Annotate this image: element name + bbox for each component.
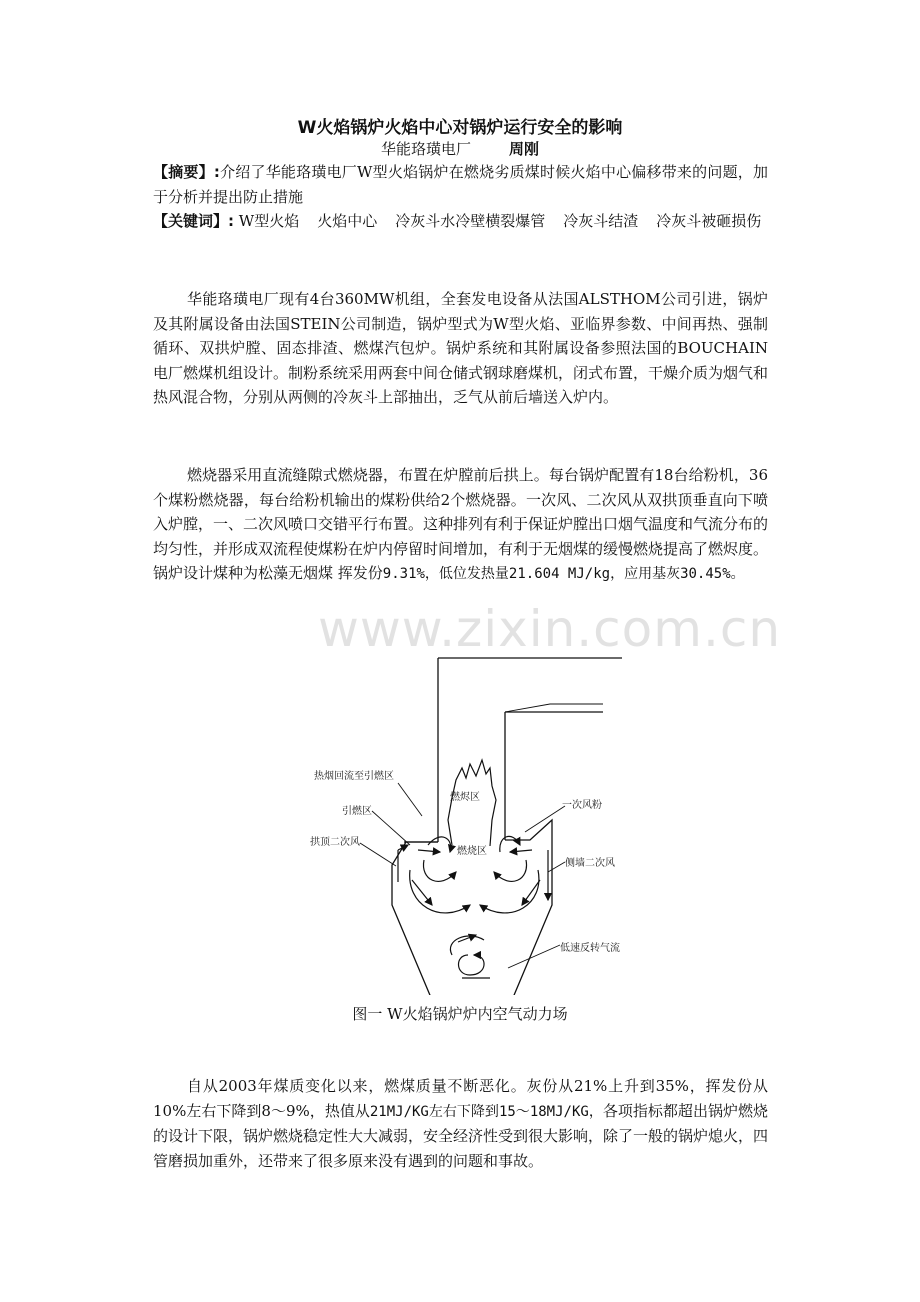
keywords (153, 209, 768, 234)
label-low-speed-reverse-flow: 低速反转气流 (560, 943, 620, 954)
keyword-item: 冷灰斗结渣 (563, 212, 639, 230)
keyword-item: 冷灰斗被砸损伤 (656, 212, 762, 230)
label-hot-flue-return: 热烟回流至引燃区 (314, 771, 394, 782)
paragraph-3-text-a: 自从2003年煤质变化以来，燃煤质量不断恶化。灰份从21%上升到35%，挥发份从10%左右下降到8～9%，热值从 (153, 1077, 768, 1120)
figure-caption: 图一 W火焰锅炉炉内空气动力场 (352, 1005, 568, 1023)
document-title: W火焰锅炉火焰中心对锅炉运行安全的影响 (297, 118, 623, 138)
boiler-airflow-diagram (0, 650, 920, 995)
abstract (153, 160, 768, 209)
paragraph-2-values: 9.31%，低位发热量21.604 MJ/kg，应用基灰30.45%。 (382, 566, 745, 582)
abstract-label: 【摘要】: (153, 163, 220, 181)
paragraph-3-text-c: 各项指标都超出锅炉燃烧的设计下限，锅炉燃烧稳定性大大减弱，安全经济性受到很大影响，除了一般的锅炉熄火，四管磨损加重外，还带来了很多原来没有遇到的问题和事故。 (153, 1101, 769, 1170)
watermark: www.zixin.com.cn (318, 600, 782, 658)
paragraph-3-values: 21MJ/KG左右下降到15～18MJ/KG， (369, 1103, 603, 1120)
label-burnout-zone: 燃烬区 (450, 792, 480, 803)
paragraph-2-text: 燃烧器采用直流缝隙式燃烧器，布置在炉膛前后拱上。每台锅炉配置有18台给粉机，36个煤粉燃烧器，每台给粉机输出的煤粉供给2个燃烧器。一次风、二次风从双拱顶垂直向下喷入炉膛，一、二次风喷口交错平行布置。这种排列有利于保证炉膛出口烟气温度和气流分布的均匀性，并形成双流程使煤粉在炉内停留时间增加，有利于无烟煤的缓慢燃烧提高了燃烬度。锅炉设计煤种为松藻无烟煤 挥发份 (153, 466, 769, 582)
body-paragraph-3 (153, 1074, 768, 1173)
flow-arrows (398, 836, 548, 978)
keyword-item: W型火焰 (238, 212, 300, 230)
label-ignition-zone: 引燃区 (342, 806, 372, 817)
label-arch-secondary-air: 拱顶二次风 (310, 837, 360, 848)
author-organization: 华能珞璜电厂 (380, 140, 471, 158)
keyword-item: 冷灰斗水冷壁横裂爆管 (395, 212, 546, 230)
keyword-item: 火焰中心 (317, 212, 378, 230)
label-side-wall-secondary-air: 侧墙二次风 (565, 858, 615, 869)
leader-lines (360, 704, 603, 968)
body-paragraph-1: 华能珞璜电厂现有4台360MW机组，全套发电设备从法国ALSTHOM公司引进，锅炉及其附属设备由法国STEIN公司制造，锅炉型式为W型火焰、亚临界参数、中间再热、强制循环、双拱炉膛、固态排渣、燃煤汽包炉。锅炉系统和其附属设备参照法国的BOUCHAIN电厂燃煤机组设计。制粉系统采用两套中间仓储式钢球磨煤机，闭式布置，干燥介质为烟气和热风混合物，分别从两侧的冷灰斗上部抽出，乏气从前后墙送入炉内。 (153, 290, 769, 406)
flame-shape (448, 760, 496, 846)
abstract-text: 介绍了华能珞璜电厂W型火焰锅炉在燃烧劣质煤时候火焰中心偏移带来的问题，加于分析并提出防止措施 (153, 163, 769, 206)
keywords-label: 【关键词】: (153, 212, 234, 230)
author-name: 周刚 (509, 140, 540, 158)
byline (0, 138, 920, 159)
label-combustion-zone: 燃烧区 (457, 846, 487, 857)
body-paragraph-2 (153, 463, 768, 587)
label-primary-air-coal: 一次风粉 (562, 800, 602, 811)
